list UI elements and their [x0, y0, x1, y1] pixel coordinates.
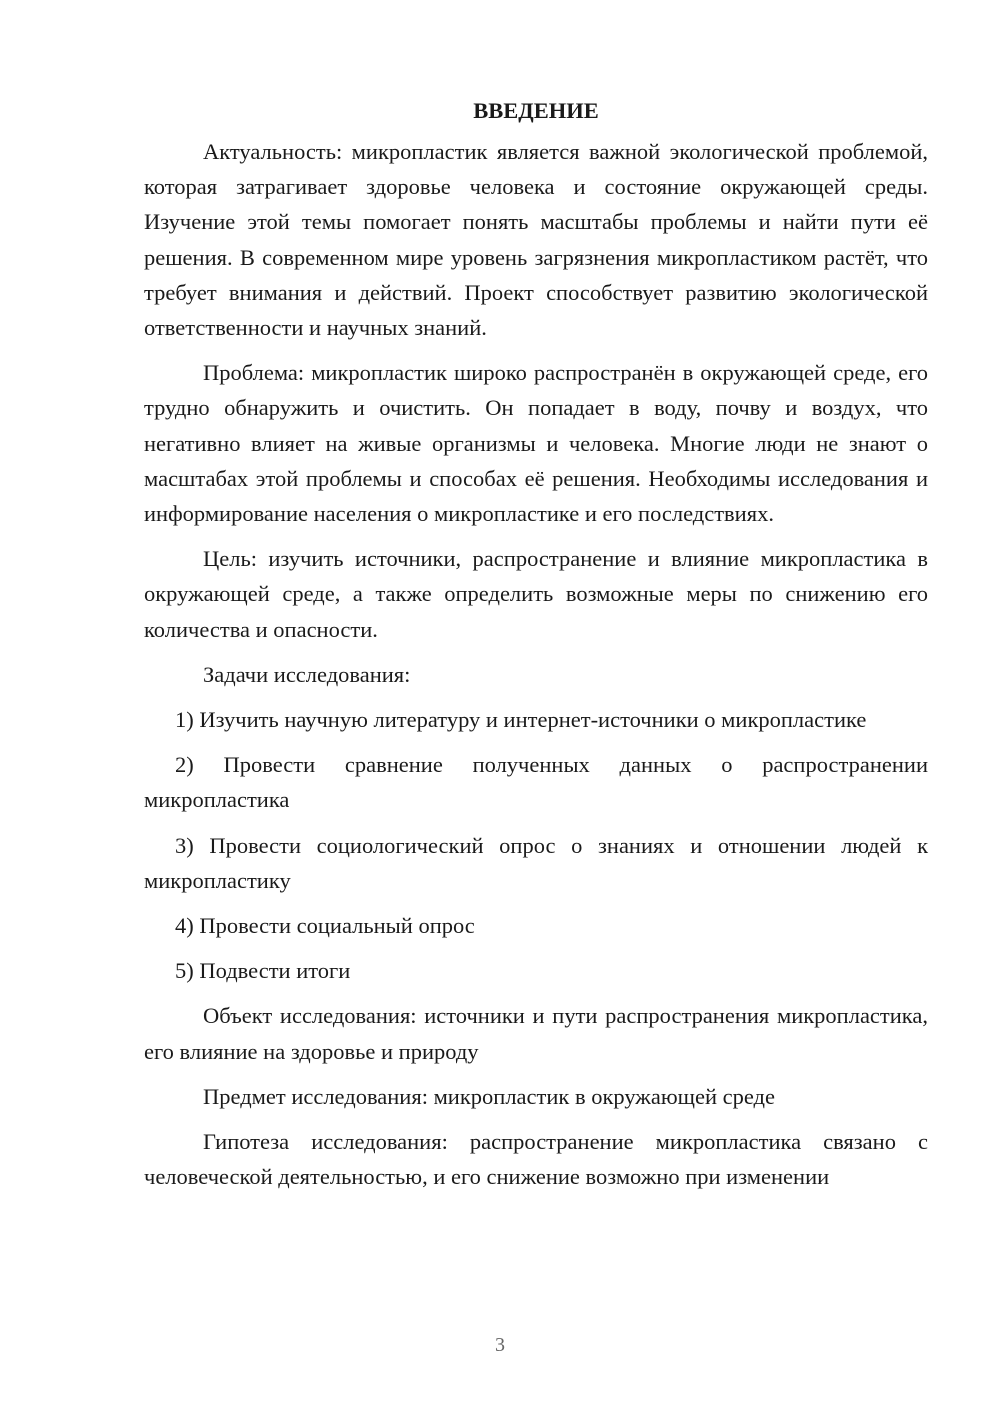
paragraph-subject: Предмет исследования: микропластик в окружающей среде — [203, 1083, 775, 1109]
paragraph-problem: Проблема: микропластик широко распространён в окружающей среде, его трудно обнаружить и очистить. Он попадает в воду, почву и воздух, что негативно влияет на живые организмы и человека. Многие люди не знают о масштабах этой проблемы и способах её решения. Необходимы исследования и информирование населения о микропластике и его последствиях. — [144, 360, 928, 527]
task-item-5: 5) Подвести итоги — [175, 958, 351, 984]
paragraph-hypothesis: Гипотеза исследования: распространение микропластика связано с человеческой деятельностью, и его снижение возможно при изменении — [144, 1129, 928, 1190]
paragraph-goal: Цель: изучить источники, распространение и влияние микропластика в окружающей среде, а также определить возможные меры по снижению его количества и опасности. — [144, 546, 928, 642]
task-item-4: 4) Провести социальный опрос — [175, 913, 475, 939]
task-item-1: 1) Изучить научную литературу и интернет-источники о микропластике — [175, 707, 867, 733]
paragraph-relevance: Актуальность: микропластик является важной экологической проблемой, которая затрагивает здоровье человека и состояние окружающей среды. Изучение этой темы помогает понять масштабы проблемы и найти пути её решения. В современном мире уровень загрязнения микропластиком растёт, что требует внимания и действий. Проект способствует развитию экологической ответственности и научных знаний. — [144, 139, 928, 341]
page-content — [144, 96, 928, 1204]
page-number: 3 — [495, 1334, 505, 1356]
section-title: ВВЕДЕНИЕ — [473, 98, 599, 123]
paragraph-tasks-heading: Задачи исследования: — [203, 661, 411, 687]
paragraph-object: Объект исследования: источники и пути распространения микропластика, его влияние на здоровье и природу — [144, 1003, 928, 1064]
task-item-3: 3) Провести социологический опрос о знаниях и отношении людей к микропластику — [144, 832, 928, 893]
task-item-2: 2) Провести сравнение полученных данных о распространении микропластика — [144, 752, 928, 813]
